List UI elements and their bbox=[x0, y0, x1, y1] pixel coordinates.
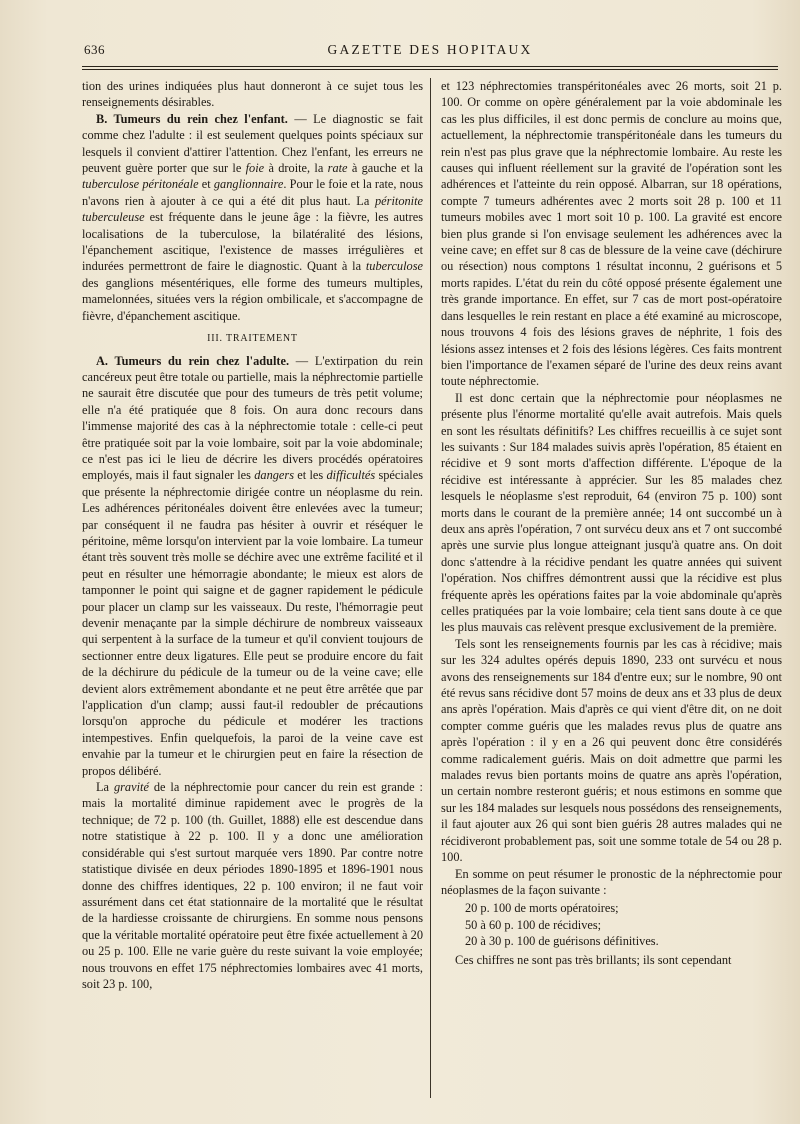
running-title: GAZETTE DES HOPITAUX bbox=[327, 42, 533, 57]
paragraph: La gravité de la néphrectomie pour cancer du rein est grande : mais la mortalité diminue rapidement avec le progrès de la technique; de 72 p. 100 (th. Guillet, 1888) elle est descendue dans notre statistique à 22 p. 100. Il y a donc une amélioration considérable qui s'est surtout marquée vers 1890. Par contre notre statistique divisée en deux périodes 1890-1895 et 1896-1901 nous donne des chiffres identiques, 22 p. 100 environ; il ne faut voir assurément dans cet état stationnaire de la mortalité que le résultat de la hardiesse croissante de chirurgiens. En somme nous pensons que la véritable mortalité opératoire peut être fixée actuellement à 20 ou 25 p. 100. Elle ne varie guère du reste suivant la voie employée; nous trouvons en effet 175 néphrectomies lombaires avec 41 morts, soit 23 p. 100, bbox=[82, 780, 423, 991]
subheading: A. Tumeurs du rein chez l'adulte. bbox=[96, 353, 290, 368]
paragraph: Ces chiffres ne sont pas très brillants; ils sont cependant bbox=[455, 952, 732, 967]
right-column bbox=[441, 78, 782, 968]
header-rule bbox=[82, 66, 778, 67]
summary-line: 50 à 60 p. 100 de récidives; bbox=[465, 917, 602, 932]
section-title: III. TRAITEMENT bbox=[207, 333, 298, 345]
paragraph: et 123 néphrectomies transpéritonéales avec 26 morts, soit 21 p. 100. Or comme on opère généralement par la voie abdominale les cas les plus difficiles, il est donc permis de conclure au moins que, actuellement, la néphrectomie transpéritonéale dans les tumeurs du rein n'est pas plus grave que la néphrectomie lombaire. Au reste les causes qui influent réellement sur la gravité de l'opération sont les adhérences et l'atteinte du rein opposé. Albarran, sur 18 opérations, compte 7 tumeurs adhérentes avec 2 morts soit 28 p. 100 et 11 tumeurs mobiles avec 1 mort soit 10 p. 100. La gravité est encore bien plus grande si l'on envisage seulement les adhérences avec la veine cave; en effet sur 8 cas de blessure de la veine cave (déchirure ou résection) nous comptons 1 résultat inconnu, 2 guérisons et 5 morts rapides. L'état du rein du côté opposé présente également une très grande importance. En effet, sur 7 cas de mort post-opératoire dans lesquelles le rein restant en place a été examiné au microscope, nous trouvons 4 fois des lésions graves de néphrite, 1 fois des lésions assez intenses et 2 fois des lésions légères. Ces faits montrent bien l'importance de l'examen séparé de l'urine des deux reins avant toute néphrectomie. bbox=[441, 79, 782, 389]
header-rule-double bbox=[82, 69, 778, 70]
left-column bbox=[82, 78, 423, 992]
paragraph: Tels sont les renseignements fournis par les cas à récidive; mais sur les 324 adultes opérés depuis 1890, 233 ont survécu et nous avons des renseignements sur 184 d'entre eux; sur le nombre, 90 ont été revus sans récidive dont 57 moins de deux ans et 33 plus de deux ans après l'opération. Mais d'après ce qui vient d'être dit, on ne doit compter comme guéris que les malades revus plus de quatre ans après l'opération : il y en a 26 qui peuvent donc être considérés comme radicalement guéris. Mais on doit admettre que parmi les malades revus bien portants moins de quatre ans après l'opération, un certain nombre resteront guéris; et nous estimons en somme que sur les 184 malades sur lesquels nous possédons des renseignements, il faut ajouter aux 26 qui sont bien guéris 28 autres malades qui ne récidiveront probablement pas, soit une somme totale de 54 ou 28 p. 100. bbox=[441, 636, 782, 865]
paragraph: Il est donc certain que la néphrectomie pour néoplasmes ne présente plus l'énorme mortalité qu'elle avait autrefois. Mais quels en sont les résultats définitifs? Les chiffres recueillis à ce sujet sont les suivants : Sur 184 malades suivis après l'opération, 85 étaient en récidive et 9 sont morts d'affection différente. L'époque de la récidive est intéressante à apprécier. Sur les 85 malades chez lesquels le néoplasme s'est reproduit, 64 (environ 75 p. 100) sont morts dans le courant de la première année; 14 ont succombé un à deux ans après l'opération, 7 ont survécu deux ans et 7 ont succombé après une survie plus longue atteignant jusqu'à quatre ans. On doit donc s'attendre à la récidive pendant les quatre années qui suivent l'opération. Nos chiffres démontrent aussi que la récidive est plus fréquente après les opérations faites par la voie abdominale qu'après celles pratiquées par la voie lombaire; cela tient sans doute à ce que les plus mauvais cas relèvent presque exclusivement de la première. bbox=[441, 390, 782, 635]
paragraph: tion des urines indiquées plus haut donneront à ce sujet tous les renseignements désirables. bbox=[82, 79, 423, 110]
subheading: B. Tumeurs du rein chez l'enfant. bbox=[96, 111, 288, 126]
column-divider bbox=[430, 78, 431, 1098]
summary-line: 20 p. 100 de morts opératoires; bbox=[465, 901, 619, 916]
page-number: 636 bbox=[84, 42, 105, 57]
summary-line: 20 à 30 p. 100 de guérisons définitives. bbox=[465, 934, 659, 949]
page-header bbox=[82, 42, 778, 64]
paragraph: B. Tumeurs du rein chez l'enfant. — Le diagnostic se fait comme chez l'adulte : il est seulement quelques points spéciaux sur lesquels il convient d'attirer l'attention. Chez l'enfant, les erreurs ne peuvent guère porter que sur le foie à droite, la rate à gauche et la tuberculose péritonéale et ganglionnaire. Pour le foie et la rate, nous n'avons rien à ajouter à ce qui a été dit plus haut. La péritonite tuberculeuse est fréquente dans le jeune âge : la fièvre, les autres localisations de la tuberculose, la bilatéralité des lésions, l'épanchement ascitique, l'existence de masses irrégulières et indurées permettront de faire le diagnostic. Quant à la tuberculose des ganglions mésentériques, elle forme des tumeurs multiples, mamelonnées, situées vers la région ombilicale, et s'accompagne de fièvre, d'épanchement ascitique. bbox=[82, 111, 424, 323]
paragraph: A. Tumeurs du rein chez l'adulte. — L'extirpation du rein cancéreux peut être totale ou partielle, mais la néphrectomie partielle ne saurait être discutée que pour des tumeurs de très petit volume; elle n'a été pratiquée que 8 fois. On aura donc recours dans l'immense majorité des cas à la néphrectomie totale : celle-ci peut être pratiquée soit par la voie lombaire, soit par la voie abdominale; ce n'est pas ici le lieu de décrire les divers procédés opératoires employés, mais il faut signaler les dangers et les difficultés spéciales que présente la néphrectomie dirigée contre un néoplasme du rein. Les adhérences péritonéales doivent être enlevées avec la tumeur; par conséquent il ne faudra pas hésiter à ouvrir et réséquer le péritoine, même lorsqu'on intervient par la voie lombaire. La tumeur étant très souvent très molle se déchire avec une extrême facilité et il peut en résulter une hémorragie abondante; le mieux est alors de tamponner le point qui saigne et de gagner rapidement le pédicule pour placer un clamp sur les vaisseaux. Du reste, l'hémorragie peut devenir menaçante par la simple déchirure de nombreux vaisseaux qui serpentent à la surface de la tumeur et qu'il convient toujours de sectionner entre deux ligatures. Elle peut se produire encore du fait de la déchirure du pédicule de la tumeur ou de la veine cave; elle devient alors extrêmement abondante et ne peut être arrêtée que par l'application d'un clamp; aussi faut-il redoubler de précautions lorsqu'on approche du pédicule et modérer les tractions intempestives. Enfin quelquefois, la paroi de la veine cave est envahie par la tumeur et le chirurgien peut en faire la résection de propos délibéré. bbox=[82, 353, 424, 778]
paragraph: En somme on peut résumer le pronostic de la néphrectomie pour néoplasmes de la façon suivante : bbox=[441, 866, 782, 897]
